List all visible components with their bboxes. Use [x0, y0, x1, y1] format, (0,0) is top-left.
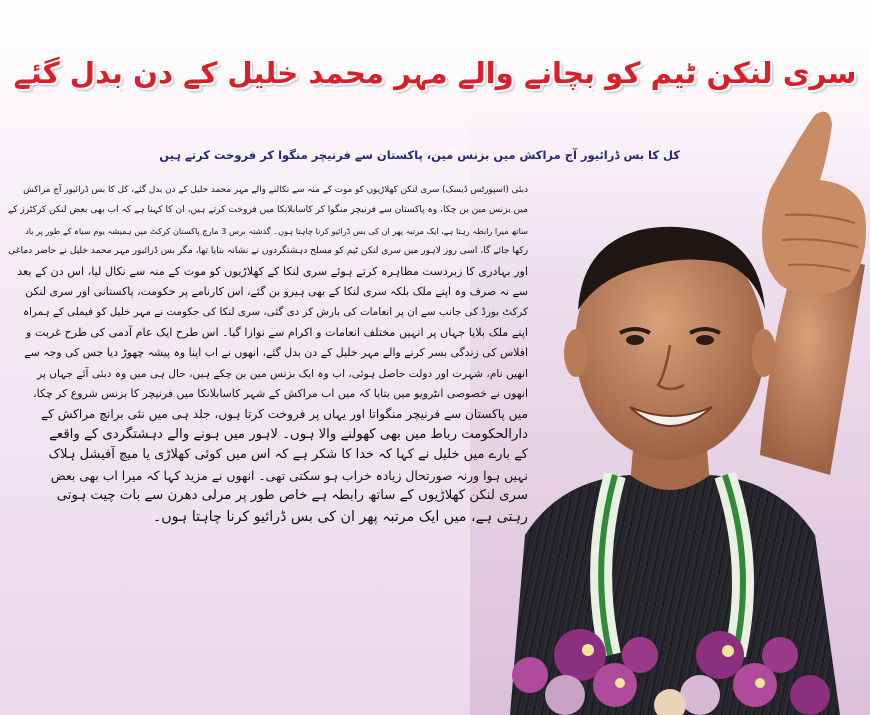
body-line: دارالحکومت رباط میں بھی کھولنے والا ہوں۔ لاہور میں ہونے والے دہشتگردی کے واقعے	[49, 426, 528, 442]
body-line: کے بارے میں خلیل نے کہا کہ خدا کا شکر ہے کہ اس میں کوئی کھلاڑی یا میچ آفیشل ہلاک	[48, 447, 528, 463]
body-line: انھوں نے خصوصی انٹرویو میں بتایا کہ میں اب مراکش کے شہر کاسابلانکا میں فرنیچر کا بزنس شروع کر چکا،	[33, 387, 528, 401]
headline: سری لنکن ٹیم کو بچانے والے مہر محمد خلیل کے دن بدل گئے	[13, 56, 857, 91]
article-body	[8, 180, 528, 710]
body-line: میں پاکستان سے فرنیچر منگواتا اور یہاں پر فروخت کرتا ہوں، جلد ہی میں نئی برانچ مراکش کے	[41, 407, 528, 422]
body-line: سے نہ صرف وہ اپنے ملک بلکہ سری لنکا کے بھی ہیرو بن گئے، اس کارنامے پر حکومت، پاکستانی اور سری لنکن	[25, 285, 528, 299]
body-line: افلاس کی زندگی بسر کرنے والے مہر خلیل کے دن بدل گئے، انھوں نے اب اپنا وہ پیشہ چھوڑ دیا جس کی وجہ سے	[24, 346, 528, 360]
body-line: انھیں نام، شہرت اور دولت حاصل ہوئی، اب وہ ایک بزنس مین بن چکے ہیں، حال ہی میں وہ دبئی آئے جہاں پر	[37, 367, 528, 380]
body-line: میں بزنس مین بن چکا، وہ پاکستان سے فرنیچر منگوا کر کاسابلانکا میں فروخت کرتے ہیں، ان کا کہنا ہے کہ اب بھی بعض لنکن کرکٹرز کے	[8, 205, 528, 216]
body-line: ساتھ میرا رابطہ رہتا ہے، ایک مرتبہ پھر ان کی بس ڈرائیو کرنا چاہتا ہوں۔ گذشتہ برس 3 مارچ پاکستان کرکٹ میں ہمیشہ یوم سیاہ کے طور پر یاد	[25, 225, 528, 236]
body-line: رہتی ہے، میں ایک مرتبہ پھر ان کی بس ڈرائیو کرنا چاہتا ہوں۔	[152, 508, 528, 525]
body-line: سری لنکن کھلاڑیوں کے ساتھ رابطہ ہے خاص طور پر مرلی دھرن سے بات چیت ہوتی	[56, 488, 528, 504]
photo-illustration	[470, 95, 870, 715]
body-line: رکھا جائے گا، اسی روز لاہور میں سری لنکن ٹیم کو مسلح دہشتگردوں نے نشانہ بنایا تھا، مگر بس ڈرائیور مہر محمد خلیل نے حاضر دماغی	[8, 246, 528, 257]
body-line: کرکٹ بورڈ کی جانب سے ان پر انعامات کی بارش کر دی گئی، سری لنکا کی حکومت نے مہر خلیل کو فیملی کے ہمراہ	[23, 306, 528, 319]
photo-mehr-khalil	[470, 95, 870, 715]
body-line: دبئی (اسپورٹس ڈیسک) سری لنکن کھلاڑیوں کو موت کے منہ سے نکالنے والے مہر محمد خلیل کے دن بدل گئے، کل کا بس ڈرائیور آج مراکش	[23, 185, 528, 195]
body-line: اپنے ملک بلایا جہاں پر انہیں مختلف انعامات و اکرام سے نوازا گیا۔ اس طرح ایک عام آدمی کی طرح غربت و	[25, 325, 528, 339]
subheadline: کل کا بس ڈرائیور آج مراکش میں بزنس مین، پاکستان سے فرنیچر منگوا کر فروخت کرتے ہیں	[159, 148, 680, 162]
body-line: اور بہادری کا زبردست مظاہرہ کرتے ہوئے سری لنکا کے کھلاڑیوں کو موت کے منہ سے نکال لیا، اس دن کے بعد	[17, 264, 528, 278]
body-line: نہیں ہوا ورنہ صورتحال زیادہ خراب ہو سکتی تھی۔ انھوں نے مزید کہا کہ میرا اب بھی بعض	[50, 467, 528, 483]
